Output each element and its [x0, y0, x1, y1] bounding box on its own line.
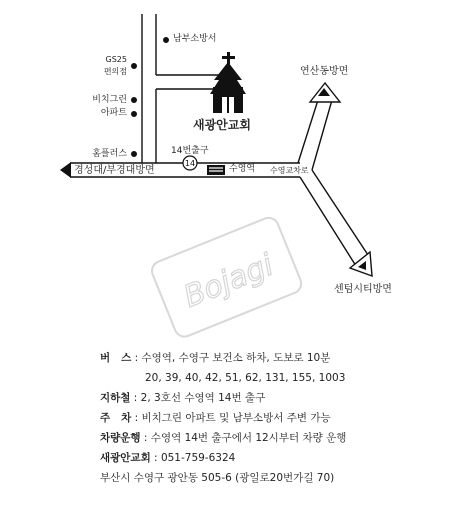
gs25-dot [131, 63, 137, 69]
subway-row: 지하철 : 2, 3호선 수영역 14번 출구 [100, 388, 450, 408]
left-road [142, 14, 156, 150]
upper-right-road [298, 100, 332, 170]
directions-info [100, 348, 450, 488]
centum-direction-label: 센텀시티방면 [334, 284, 392, 295]
church-icon [210, 52, 246, 113]
address-row [100, 468, 450, 488]
suyeong-station-label: 수영역 [229, 164, 256, 174]
roads [70, 14, 370, 266]
bus-label: 버 스 [100, 352, 132, 364]
watermark-text: Bojagi [179, 247, 279, 315]
parking-text: 비치그린 아파트 및 남부소방서 주변 가능 [141, 412, 331, 424]
subway-icon [207, 165, 225, 175]
homeplus-label: 홈플러스 [92, 149, 127, 159]
vehicle-text: 수영역 14번 출구에서 12시부터 차량 운행 [150, 432, 347, 444]
south-arrow-head [350, 252, 372, 276]
fire-station-dot [163, 37, 169, 43]
namboo-fire-label: 남부소방서 [173, 34, 217, 44]
church-contact-label: 새광안교회 [100, 452, 151, 464]
bichi-green-label-1: 비치그린 [92, 95, 127, 105]
parking-label: 주 차 [100, 412, 132, 424]
bus-text-1: 수영역, 수영구 보건소 하차, 도보로 10분 [141, 352, 331, 364]
bus-text-2: 20, 39, 40, 42, 51, 62, 131, 155, 1003 [145, 372, 346, 384]
left-road-joint [142, 150, 156, 163]
west-arrow-head [60, 162, 71, 178]
homeplus-dot [131, 151, 137, 157]
exit-14-label: 14번출구 [171, 146, 209, 156]
bus-row: 버 스 : 수영역, 수영구 보건소 하차, 도보로 10분 [100, 348, 450, 368]
vehicle-row: 차량운행 : 수영역 14번 출구에서 12시부터 차량 운행 [100, 428, 450, 448]
church-phone: 051-759-6324 [160, 452, 236, 464]
gs25-label: GS25 [105, 55, 127, 64]
bojagi-watermark [149, 215, 304, 340]
subway-text: 2, 3호선 수영역 14번 출구 [140, 392, 266, 404]
subway-label: 지하철 [100, 392, 131, 404]
west-direction-label: 경성대/부경대방면 [74, 165, 155, 176]
bus-numbers-row [100, 368, 450, 388]
church-name-label: 새광안교회 [193, 118, 251, 132]
exit-14-badge-text: 14 [184, 159, 196, 168]
parking-row: 주 차 : 비치그린 아파트 및 남부소방서 주변 가능 [100, 408, 450, 428]
suyeong-interchange-label: 수영교차로 [270, 166, 309, 175]
bichi-green-dot-2 [131, 111, 137, 117]
vehicle-label: 차량운행 [100, 432, 141, 444]
lower-right-road [300, 170, 370, 266]
church-address: 부산시 수영구 광안동 505-6 (광일로20번가길 70) [100, 472, 335, 484]
yeonsan-direction-label: 연산동방면 [300, 66, 349, 77]
convenience-label: 편의점 [103, 67, 127, 76]
bichi-green-label-2: 아파트 [100, 108, 127, 118]
church-contact-row: 새광안교회 : 051-759-6324 [100, 448, 450, 468]
bichi-green-dot-1 [131, 97, 137, 103]
